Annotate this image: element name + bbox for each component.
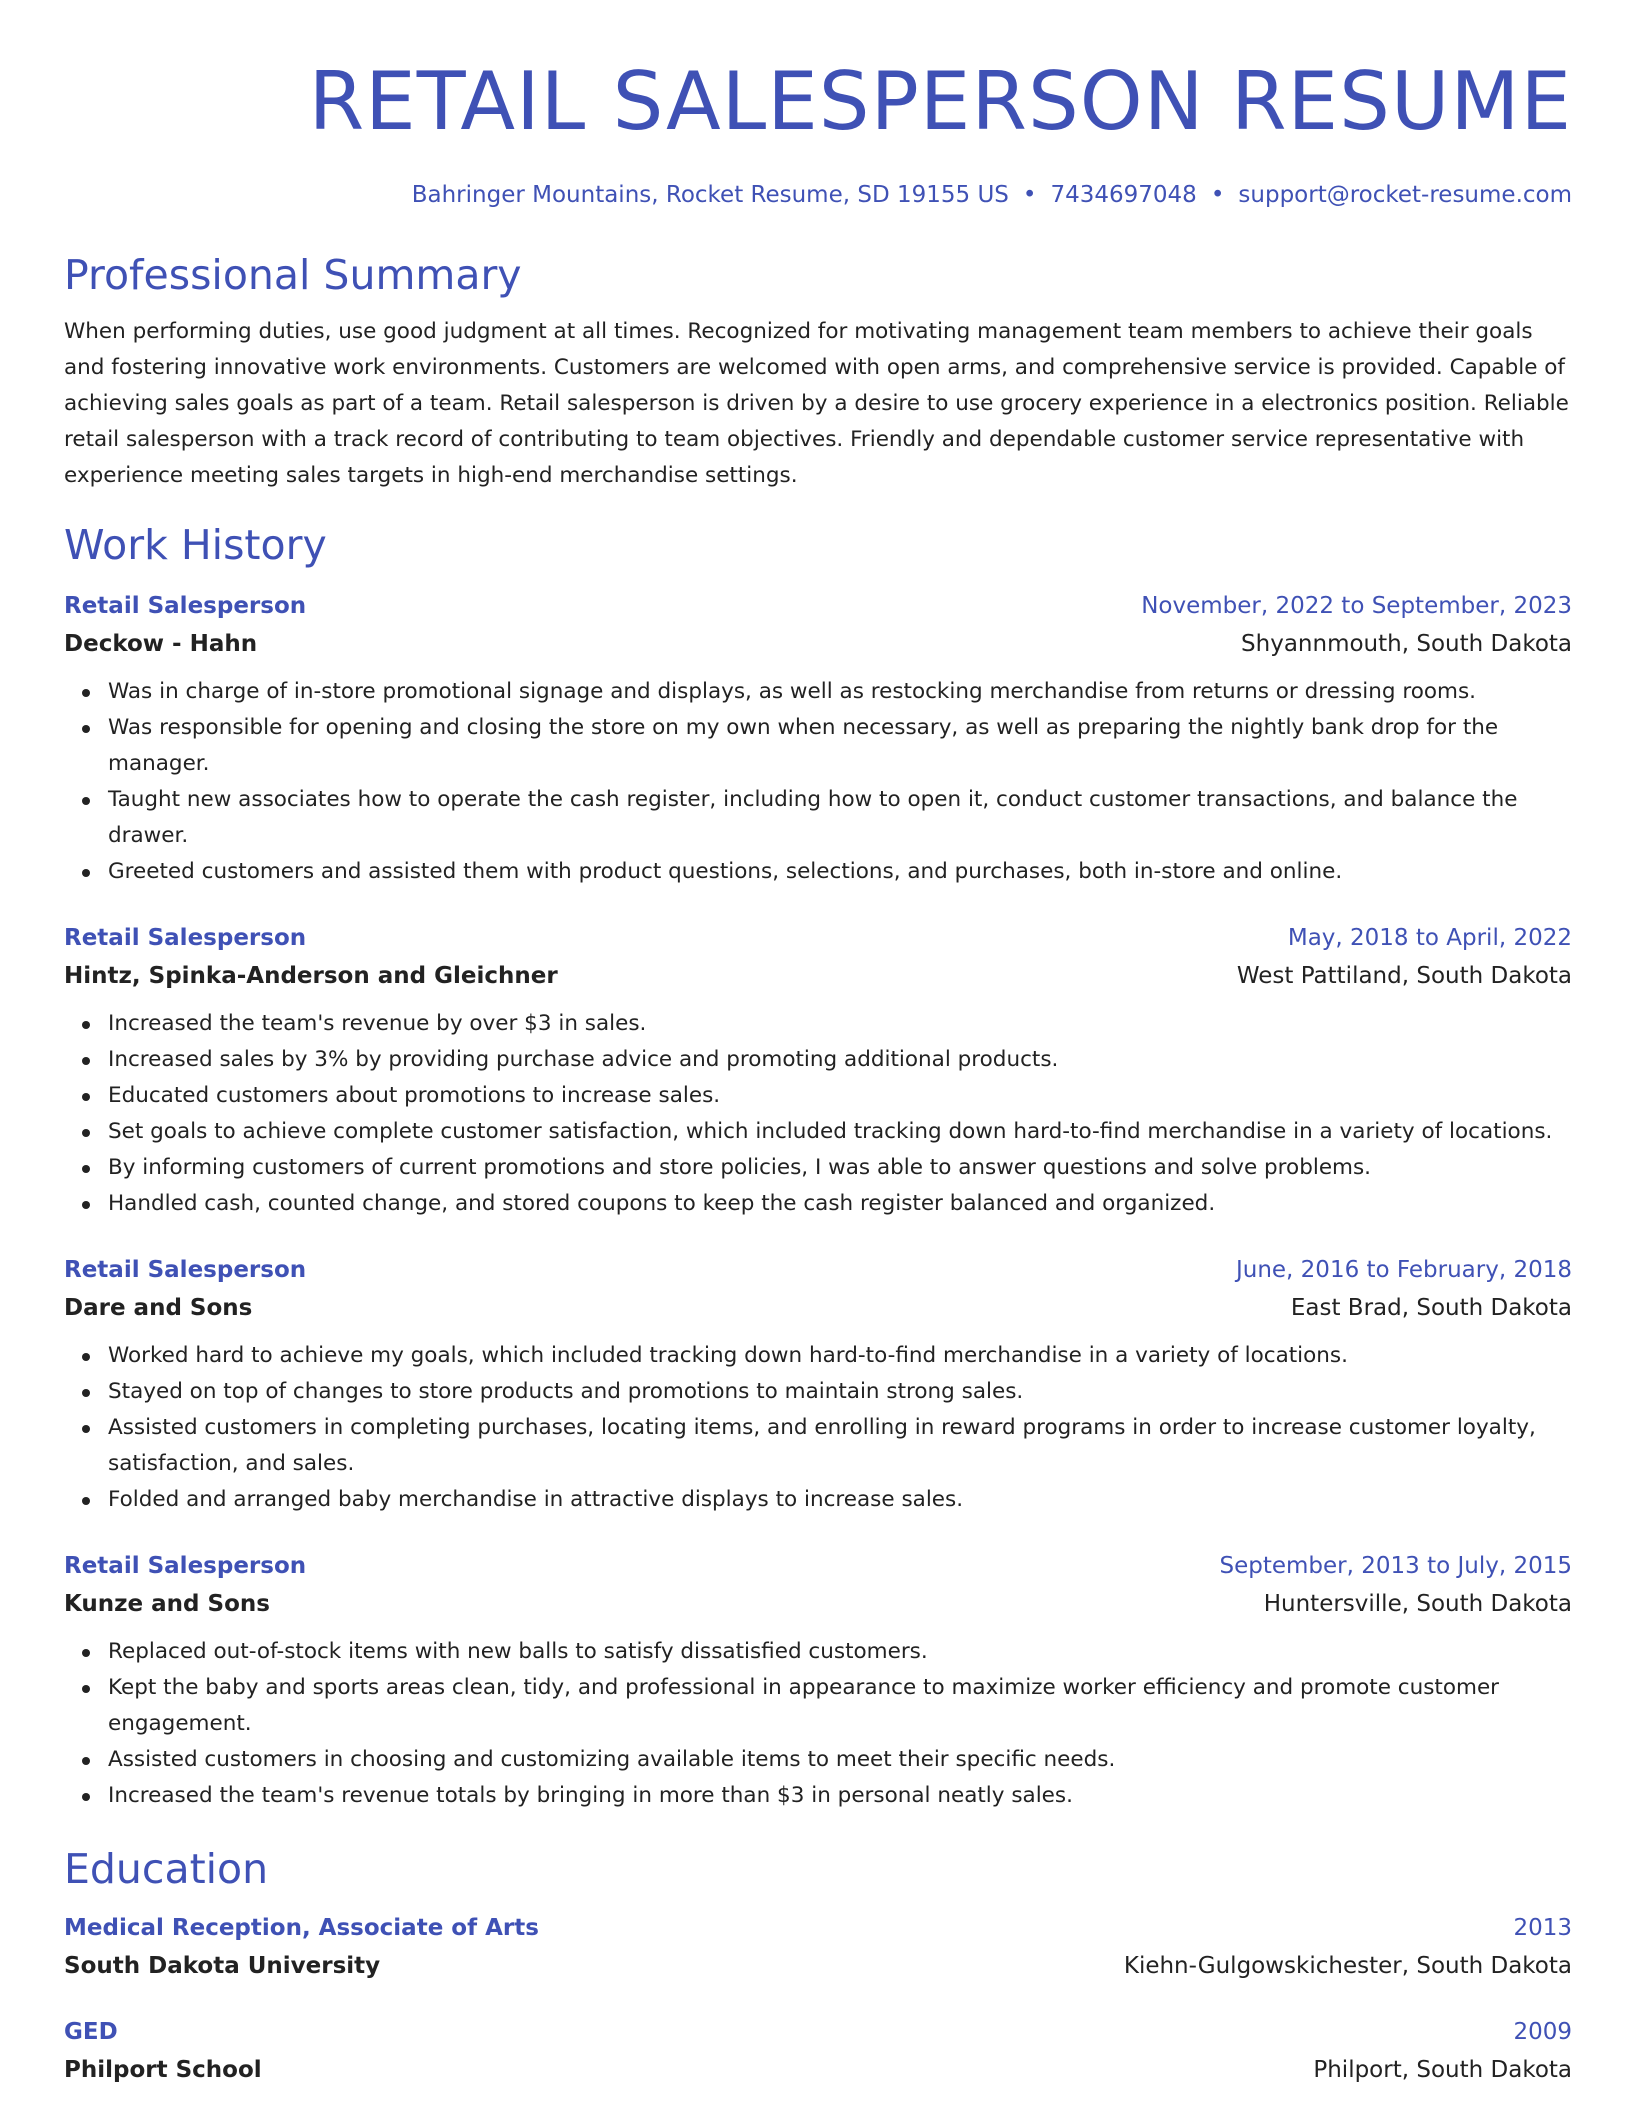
job-location: West Pattiland, South Dakota	[1236, 963, 1572, 989]
job-title: Retail Salesperson	[64, 593, 307, 619]
job-bullet: Assisted customers in completing purchases, locating items, and enrolling in reward programs in order to increase customer loyalty, satisfaction, and sales.	[108, 1410, 1572, 1482]
job-bullet: Increased sales by 3% by providing purchase advice and promoting additional products.	[108, 1042, 1572, 1078]
job-entry	[64, 1548, 1572, 1814]
summary-text: When performing duties, use good judgment at all times. Recognized for motivating management team members to achieve their goals and fostering innovative work environments. Customers are welcomed with open arms, and comprehensive service is provided. Capable of achieving sales goals as part of a team. Retail salesperson is driven by a desire to use grocery experience in a electronics position. Reliable retail salesperson with a track record of contributing to team objectives. Friendly and dependable customer service representative with experience meeting sales targets in high-end merchandise settings.	[64, 319, 1569, 488]
job-dates: November, 2022 to September, 2023	[1141, 593, 1572, 619]
contact-separator: •	[1022, 182, 1037, 208]
job-title: Retail Salesperson	[64, 925, 307, 951]
job-bullet: By informing customers of current promotions and store policies, I was able to answer questions and solve problems.	[108, 1150, 1572, 1186]
contact-email: support@rocket-resume.com	[1238, 182, 1572, 208]
job-entry	[64, 1252, 1572, 1518]
job-bullet: Replaced out-of-stock items with new balls to satisfy dissatisfied customers.	[108, 1634, 1572, 1670]
job-location: Shyannmouth, South Dakota	[1241, 631, 1572, 657]
job-bullet: Educated customers about promotions to increase sales.	[108, 1078, 1572, 1114]
job-bullet: Taught new associates how to operate the cash register, including how to open it, conduct customer transactions, and balance the drawer.	[108, 782, 1572, 854]
job-bullet: Was in charge of in-store promotional signage and displays, as well as restocking merchandise from returns or dressing rooms.	[108, 674, 1572, 710]
education-degree: Medical Reception, Associate of Arts	[64, 1915, 539, 1941]
education-location: Kiehn-Gulgowskichester, South Dakota	[1123, 1953, 1572, 1979]
job-bullet: Kept the baby and sports areas clean, tidy, and professional in appearance to maximize worker efficiency and promote customer engagement.	[108, 1670, 1572, 1742]
contact-separator: •	[1210, 182, 1225, 208]
education-year: 2013	[1513, 1915, 1572, 1941]
contact-line	[64, 180, 1572, 210]
contact-phone: 7434697048	[1050, 182, 1197, 208]
job-bullets	[64, 1006, 1572, 1222]
job-entry	[64, 588, 1572, 890]
job-bullet: Folded and arranged baby merchandise in attractive displays to increase sales.	[108, 1482, 1572, 1518]
work-history-heading: Work History	[64, 521, 327, 569]
job-bullets	[64, 1634, 1572, 1814]
job-dates: June, 2016 to February, 2018	[1235, 1257, 1572, 1283]
education-entry	[64, 2014, 1572, 2090]
contact-address: Bahringer Mountains, Rocket Resume, SD 19155 US	[411, 182, 1009, 208]
job-bullet: Increased the team's revenue by over $3 in sales.	[108, 1006, 1572, 1042]
resume-title: RETAIL SALESPERSON RESUME	[308, 55, 1572, 148]
job-bullet: Was responsible for opening and closing the store on my own when necessary, as well as preparing the nightly bank drop for the manager.	[108, 710, 1572, 782]
job-company: Deckow - Hahn	[64, 631, 258, 657]
education-degree: GED	[64, 2019, 118, 2045]
job-location: Huntersville, South Dakota	[1263, 1591, 1572, 1617]
job-bullet: Greeted customers and assisted them with product questions, selections, and purchases, both in-store and online.	[108, 854, 1572, 890]
job-dates: September, 2013 to July, 2015	[1219, 1553, 1572, 1579]
job-bullets	[64, 1338, 1572, 1518]
job-bullet: Assisted customers in choosing and customizing available items to meet their specific needs.	[108, 1742, 1572, 1778]
education-year: 2009	[1513, 2019, 1572, 2045]
job-bullet: Set goals to achieve complete customer satisfaction, which included tracking down hard-to-find merchandise in a variety of locations.	[108, 1114, 1572, 1150]
summary-heading: Professional Summary	[64, 251, 522, 299]
job-bullet: Worked hard to achieve my goals, which included tracking down hard-to-find merchandise in a variety of locations.	[108, 1338, 1572, 1374]
job-bullets	[64, 674, 1572, 890]
job-company: Hintz, Spinka-Anderson and Gleichner	[64, 963, 558, 989]
job-bullet: Increased the team's revenue totals by bringing in more than $3 in personal neatly sales.	[108, 1778, 1572, 1814]
education-heading: Education	[64, 1845, 269, 1893]
education-entry	[64, 1910, 1572, 1986]
job-bullet: Handled cash, counted change, and stored coupons to keep the cash register balanced and organized.	[108, 1186, 1572, 1222]
education-school: Philport School	[64, 2057, 262, 2083]
job-dates: May, 2018 to April, 2022	[1287, 925, 1572, 951]
education-location: Philport, South Dakota	[1313, 2057, 1572, 2083]
job-company: Kunze and Sons	[64, 1591, 270, 1617]
education-school: South Dakota University	[64, 1953, 381, 1979]
job-title: Retail Salesperson	[64, 1257, 307, 1283]
resume-page	[64, 0, 1572, 2090]
job-entry	[64, 920, 1572, 1222]
job-location: East Brad, South Dakota	[1290, 1295, 1572, 1321]
job-company: Dare and Sons	[64, 1295, 253, 1321]
job-title: Retail Salesperson	[64, 1553, 307, 1579]
job-bullet: Stayed on top of changes to store products and promotions to maintain strong sales.	[108, 1374, 1572, 1410]
